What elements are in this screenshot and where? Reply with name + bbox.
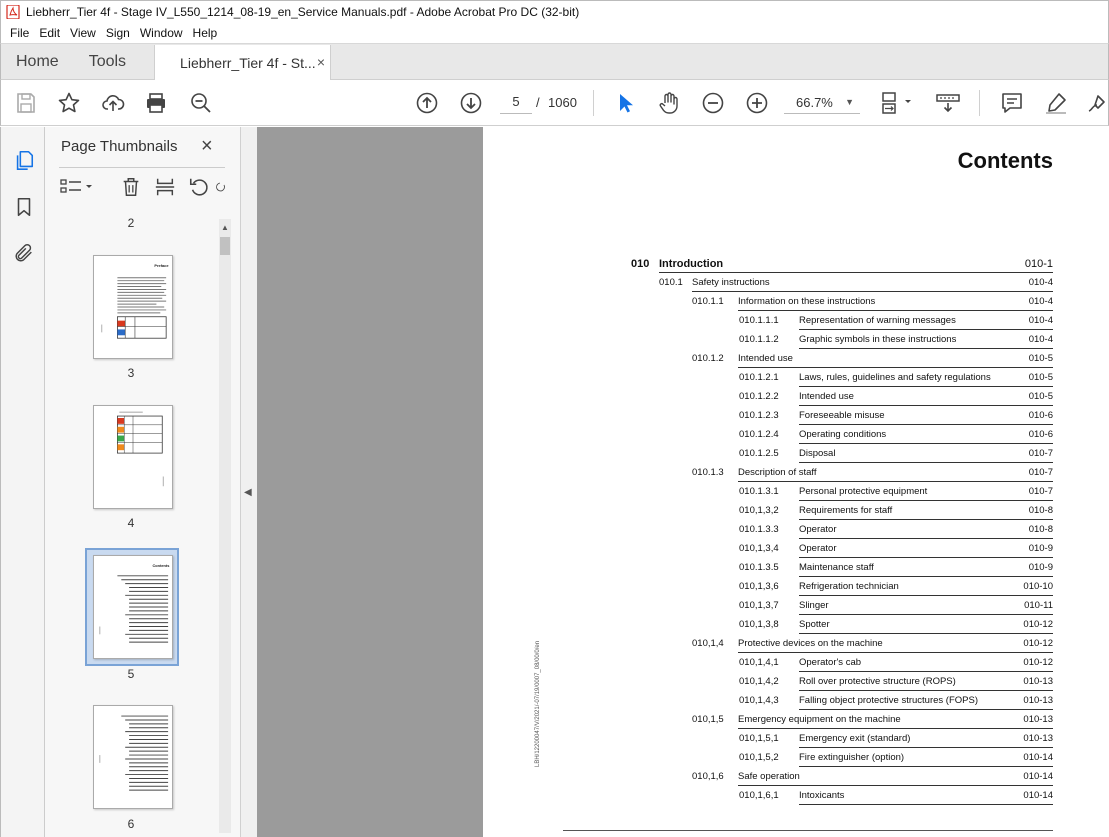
menu-file[interactable]: File xyxy=(10,26,30,40)
thumbnail-label: 4 xyxy=(127,516,135,530)
toc-page: 010-13 xyxy=(1023,733,1053,744)
toc-title: Disposal xyxy=(799,448,836,459)
toc-number: 010.1.3.1 xyxy=(739,486,779,497)
thumbnail-label: 2 xyxy=(127,216,135,230)
scroll-up-icon[interactable]: ▲ xyxy=(221,223,229,232)
toc-number: 010.1.2.2 xyxy=(739,391,779,402)
toc-page: 010-6 xyxy=(1028,410,1053,421)
menu-window[interactable]: Window xyxy=(139,26,183,40)
search-zoom-icon[interactable] xyxy=(188,90,214,116)
toc-title: Fire extinguisher (option) xyxy=(799,752,905,763)
hand-icon[interactable] xyxy=(656,90,682,116)
toc-row[interactable] xyxy=(739,501,1053,520)
toc-number: 010,1,4 xyxy=(692,638,724,649)
toc-row[interactable] xyxy=(739,653,1053,672)
toc-title: Roll over protective structure (ROPS) xyxy=(799,676,956,687)
toc-page: 010-12 xyxy=(1023,638,1053,649)
toc-page: 010-13 xyxy=(1023,676,1053,687)
toc-page: 010-8 xyxy=(1028,505,1053,516)
toc-title: Emergency equipment on the machine xyxy=(738,714,901,725)
toc-number: 010.1.2.4 xyxy=(739,429,779,440)
select-arrow-icon[interactable] xyxy=(612,90,638,116)
toc-title: Representation of warning messages xyxy=(799,315,956,326)
scroll-mode-icon[interactable] xyxy=(935,90,961,116)
toc-number: 010.1.1.2 xyxy=(739,334,779,345)
toc-page: 010-1 xyxy=(1024,258,1053,270)
collapse-left-icon[interactable]: ◀ xyxy=(244,487,252,498)
toc-number: 010,1,3,8 xyxy=(739,619,779,630)
toc-row[interactable] xyxy=(692,634,1053,653)
toc-number: 010.1.3 xyxy=(692,467,724,478)
panel-collapse-handle[interactable] xyxy=(241,127,257,837)
toc-row[interactable] xyxy=(739,387,1053,406)
toc-title: Emergency exit (standard) xyxy=(799,733,911,744)
toc-title: Information on these instructions xyxy=(738,296,876,307)
footer-rule xyxy=(563,830,1053,831)
toc-page: 010-4 xyxy=(1028,277,1053,288)
toc-title: Introduction xyxy=(659,258,724,270)
toc-row[interactable] xyxy=(692,349,1053,368)
toc-row[interactable] xyxy=(739,520,1053,539)
draw-icon[interactable] xyxy=(1085,90,1109,116)
svg-text:Contents: Contents xyxy=(152,563,170,569)
toc-page: 010-7 xyxy=(1028,486,1053,497)
toc-number: 010.1.2.3 xyxy=(739,410,779,421)
toc-page: 010-9 xyxy=(1028,543,1053,554)
close-panel-icon[interactable]: × xyxy=(201,135,213,157)
toc-page: 010-10 xyxy=(1023,581,1053,592)
toc-title: Laws, rules, guidelines and safety regulations xyxy=(799,372,991,383)
toc-page: 010-12 xyxy=(1023,657,1053,668)
panel-title: Page Thumbnails xyxy=(61,138,178,155)
toc-title: Graphic symbols in these instructions xyxy=(799,334,957,345)
toc-number: 010.1.2 xyxy=(692,353,724,364)
toc-number: 010.1.1.1 xyxy=(739,315,779,326)
toc-number: 010.1.3.3 xyxy=(739,524,779,535)
menu-help[interactable]: Help xyxy=(192,26,218,40)
toc-title: Intended use xyxy=(738,353,793,364)
toc-row[interactable] xyxy=(739,482,1053,501)
print-icon[interactable] xyxy=(143,90,169,116)
acrobat-app-icon xyxy=(6,5,20,19)
toc-page: 010-5 xyxy=(1028,391,1053,402)
toc-page: 010-7 xyxy=(1028,467,1053,478)
toc-row[interactable] xyxy=(739,596,1053,615)
bookmark-star-icon[interactable] xyxy=(56,90,82,116)
toc-row[interactable] xyxy=(739,748,1053,767)
toc-title: Falling object protective structures (FOPS) xyxy=(799,695,978,706)
comment-icon[interactable] xyxy=(999,90,1025,116)
toc-page: 010-5 xyxy=(1028,372,1053,383)
close-tab-icon[interactable]: × xyxy=(316,54,326,70)
highlight-icon[interactable] xyxy=(1043,90,1069,116)
toc-title: Protective devices on the machine xyxy=(738,638,883,649)
toc-number: 010,1,5 xyxy=(692,714,724,725)
toc-row[interactable] xyxy=(692,463,1053,482)
toolbar-separator xyxy=(979,90,980,116)
toc-number: 010,1,3,7 xyxy=(739,600,779,611)
toc-page: 010-6 xyxy=(1028,429,1053,440)
toc-row[interactable] xyxy=(739,729,1053,748)
toc-page: 010-9 xyxy=(1028,562,1053,573)
toc-number: 010,1,5,1 xyxy=(739,733,779,744)
toc-page: 010-13 xyxy=(1023,714,1053,725)
menu-sign[interactable]: Sign xyxy=(105,26,130,40)
toc-title: Description of staff xyxy=(738,467,817,478)
toc-title: Spotter xyxy=(799,619,830,630)
toc-title: Maintenance staff xyxy=(799,562,874,573)
page-thumbnails-icon[interactable] xyxy=(11,147,37,173)
toc-title: Operator xyxy=(799,543,837,554)
thumbnail-page-6[interactable] xyxy=(93,705,173,809)
zoom-out-icon[interactable] xyxy=(700,90,726,116)
toc-number: 010,1,3,2 xyxy=(739,505,779,516)
thumbnail-page-4[interactable] xyxy=(93,405,173,509)
thumbnail-page-5[interactable] xyxy=(93,555,173,659)
chevron-down-icon: ▼ xyxy=(845,97,854,107)
document-tab-label: Liebherr_Tier 4f - St... xyxy=(180,54,316,71)
toolbar-separator xyxy=(593,90,594,116)
toc-number: 010,1,4,3 xyxy=(739,695,779,706)
document-viewport[interactable] xyxy=(257,127,1109,837)
toc-title: Refrigeration technician xyxy=(799,581,899,592)
toc-number: 010,1,6 xyxy=(692,771,724,782)
toc-page: 010-14 xyxy=(1023,771,1053,782)
page-separator: / xyxy=(536,95,540,110)
tab-tools[interactable]: Tools xyxy=(88,52,127,70)
toc-number: 010.1.2.5 xyxy=(739,448,779,459)
rotate-pages-icon[interactable] xyxy=(187,175,211,199)
total-pages: 1060 xyxy=(548,95,577,110)
upload-icon[interactable] xyxy=(100,90,126,116)
toc-page: 010-12 xyxy=(1023,619,1053,630)
toc-number: 010,1,4,1 xyxy=(739,657,779,668)
toc-title: Operator xyxy=(799,524,837,535)
title-bar xyxy=(0,0,1109,23)
toc-page: 010-14 xyxy=(1023,790,1053,801)
pdf-page xyxy=(483,127,1109,837)
toc-number: 010 xyxy=(631,258,650,270)
toc-title: Intoxicants xyxy=(799,790,845,801)
window-title: Liebherr_Tier 4f - Stage IV_L550_1214_08-19_en_Service Manuals.pdf - Adobe Acrobat Pro DC (32-bit) xyxy=(26,5,580,19)
toc-page: 010-5 xyxy=(1028,353,1053,364)
left-rail xyxy=(0,127,45,837)
toc-underline xyxy=(799,804,1053,805)
toc-title: Personal protective equipment xyxy=(799,486,928,497)
zoom-in-icon[interactable] xyxy=(744,90,770,116)
panel-divider xyxy=(59,167,225,168)
thumbnail-label: 6 xyxy=(127,817,135,831)
page-up-icon[interactable] xyxy=(414,90,440,116)
toc-title: Operating conditions xyxy=(799,429,887,440)
toc-title: Safety instructions xyxy=(692,277,770,288)
tab-document[interactable] xyxy=(154,45,331,80)
toc-page: 010-13 xyxy=(1023,695,1053,706)
toc-row[interactable] xyxy=(739,539,1053,558)
menu-view[interactable]: View xyxy=(70,26,96,40)
page-down-icon[interactable] xyxy=(458,90,484,116)
toc-title: Safe operation xyxy=(738,771,800,782)
toc-row[interactable] xyxy=(739,425,1053,444)
tab-home[interactable]: Home xyxy=(16,52,59,70)
toc-page: 010-4 xyxy=(1028,334,1053,345)
zoom-select[interactable] xyxy=(784,90,860,114)
toc-row[interactable] xyxy=(739,786,1053,805)
toc-number: 010,1,3,6 xyxy=(739,581,779,592)
toc-row[interactable] xyxy=(739,558,1053,577)
toc-number: 010,1,6,1 xyxy=(739,790,779,801)
toc-number: 010,1,5,2 xyxy=(739,752,779,763)
toc-number: 010,1,3,4 xyxy=(739,543,779,554)
toc-row[interactable] xyxy=(692,292,1053,311)
delete-pages-icon[interactable] xyxy=(119,175,143,199)
toc-title: Requirements for staff xyxy=(799,505,893,516)
toc-number: 010.1.3.5 xyxy=(739,562,779,573)
page-number-input[interactable] xyxy=(500,90,532,114)
tab-bar xyxy=(0,43,1109,80)
bookmarks-icon[interactable] xyxy=(11,194,37,220)
toc-row[interactable] xyxy=(692,710,1053,729)
toc-title: Operator's cab xyxy=(799,657,862,668)
toc-number: 010,1,4,2 xyxy=(739,676,779,687)
toc-page: 010-4 xyxy=(1028,315,1053,326)
rotate-clockwise-icon[interactable] xyxy=(215,175,227,199)
toc-row[interactable] xyxy=(739,368,1053,387)
toc-row[interactable] xyxy=(739,406,1053,425)
toc-page: 010-14 xyxy=(1023,752,1053,763)
svg-text:Preface: Preface xyxy=(154,263,169,269)
extract-pages-icon[interactable] xyxy=(153,175,177,199)
toc-row[interactable] xyxy=(631,254,1053,273)
toc-number: 010.1.2.1 xyxy=(739,372,779,383)
toc-page: 010-4 xyxy=(1028,296,1053,307)
thumbnail-options-icon[interactable] xyxy=(59,175,95,199)
toc-row[interactable] xyxy=(692,767,1053,786)
scrollbar-thumb[interactable] xyxy=(220,237,230,255)
toc-row[interactable] xyxy=(739,444,1053,463)
page-thumbnails-panel xyxy=(45,127,241,837)
thumbnail-scrollbar[interactable] xyxy=(219,219,231,833)
toc-row[interactable] xyxy=(739,615,1053,634)
save-icon[interactable] xyxy=(13,90,39,116)
toc-title: Foreseeable misuse xyxy=(799,410,885,421)
menu-bar xyxy=(0,23,1109,43)
thumbnail-page-3[interactable] xyxy=(93,255,173,359)
toc-title: Intended use xyxy=(799,391,854,402)
thumbnail-label: 3 xyxy=(127,366,135,380)
toc-page: 010-7 xyxy=(1028,448,1053,459)
toc-row[interactable] xyxy=(739,672,1053,691)
toc-row[interactable] xyxy=(659,273,1053,292)
attachments-icon[interactable] xyxy=(11,240,37,266)
menu-edit[interactable]: Edit xyxy=(39,26,61,40)
toc-title: Slinger xyxy=(799,600,829,611)
page-heading: Contents xyxy=(957,148,1053,173)
toc-number: 010.1.1 xyxy=(692,296,724,307)
side-document-code: LBH/12200047/V/2021/-07/19/0007_08/00/0/en xyxy=(535,640,541,767)
toc-row[interactable] xyxy=(739,330,1053,349)
zoom-value: 66.7% xyxy=(796,95,833,110)
toc-row[interactable] xyxy=(739,577,1053,596)
toc-row[interactable] xyxy=(739,691,1053,710)
thumbnail-label: 5 xyxy=(127,667,135,681)
page-fit-icon[interactable] xyxy=(879,90,915,116)
toc-page: 010-11 xyxy=(1024,600,1053,611)
toc-number: 010.1 xyxy=(659,277,683,288)
toc-row[interactable] xyxy=(739,311,1053,330)
toc-page: 010-8 xyxy=(1028,524,1053,535)
